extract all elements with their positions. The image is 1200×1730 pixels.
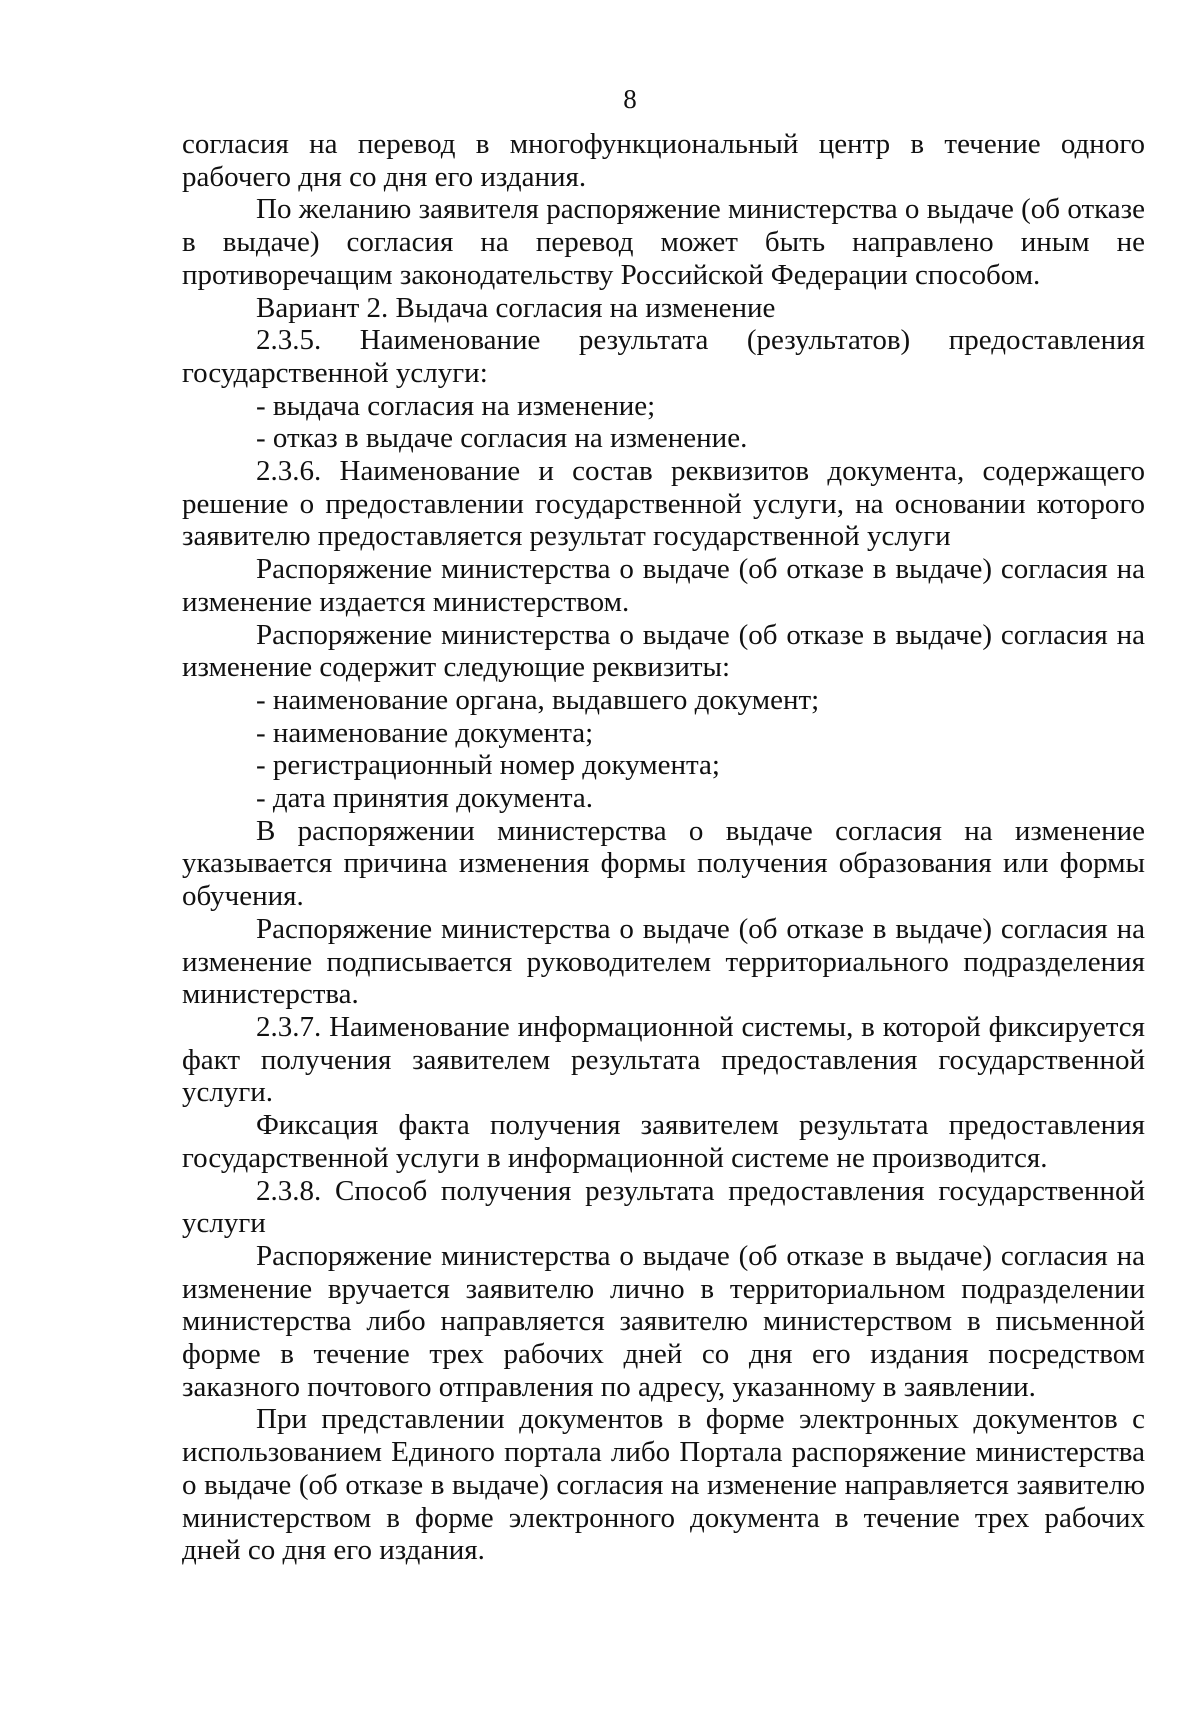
paragraph: Распоряжение министерства о выдаче (об отказе в выдаче) согласия на изменение содержит следующие реквизиты: xyxy=(182,618,1145,684)
list-item: - регистрационный номер документа; xyxy=(256,749,720,782)
list-item: - наименование органа, выдавшего документ; xyxy=(256,683,820,716)
paragraph: Распоряжение министерства о выдаче (об отказе в выдаче) согласия на изменение подписывается руководителем территориального подразделения министерства. xyxy=(182,912,1145,1011)
paragraph: 2.3.8. Способ получения результата предоставления государственной услуги xyxy=(182,1174,1145,1240)
paragraph: 2.3.7. Наименование информационной системы, в которой фиксируется факт получения заявителем результата предоставления государственной услуги. xyxy=(182,1010,1145,1109)
paragraph: Фиксация факта получения заявителем результата предоставления государственной услуги в информационной системе не производится. xyxy=(182,1109,1145,1174)
paragraph: 2.3.6. Наименование и состав реквизитов документа, содержащего решение о предоставлении государственной услуги, на основании которого заявителю предоставляется результат государственной услуги xyxy=(182,455,1145,553)
paragraph: Вариант 2. Выдача согласия на изменение xyxy=(256,291,776,324)
paragraph: согласия на перевод в многофункциональный центр в течение одного рабочего дня со дня его издания. xyxy=(182,128,1145,193)
paragraph: 2.3.5. Наименование результата (результатов) предоставления государственной услуги: xyxy=(182,324,1145,389)
paragraph: Распоряжение министерства о выдаче (об отказе в выдаче) согласия на изменение вручается заявителю лично в территориальном подразделении министерства либо направляется заявителю министерством в письменной форме в течение трех рабочих дней со дня его издания посредством заказного почтового отправления по адресу, указанному в заявлении. xyxy=(182,1239,1145,1403)
paragraph: По желанию заявителя распоряжение министерства о выдаче (об отказе в выдаче) согласия на перевод может быть направлено иным не противоречащим законодательству Российской Федерации способом. xyxy=(182,193,1145,291)
list-item: - отказ в выдаче согласия на изменение. xyxy=(256,422,748,455)
paragraph: В распоряжении министерства о выдаче согласия на изменение указывается причина изменения формы получения образования или формы обучения. xyxy=(182,814,1145,913)
paragraph: При представлении документов в форме электронных документов с использованием Единого портала либо Портала распоряжение министерства о выдаче (об отказе в выдаче) согласия на изменение направляется заявителю министерством в форме электронного документа в течение трех рабочих дней со дня его издания. xyxy=(182,1403,1145,1567)
paragraph: Распоряжение министерства о выдаче (об отказе в выдаче) согласия на изменение издается министерством. xyxy=(182,553,1145,618)
list-item: - выдача согласия на изменение; xyxy=(256,389,656,422)
list-item: - наименование документа; xyxy=(256,716,594,749)
page-number: 8 xyxy=(623,84,637,114)
list-item: - дата принятия документа. xyxy=(256,782,594,815)
document-body xyxy=(182,128,1145,1567)
